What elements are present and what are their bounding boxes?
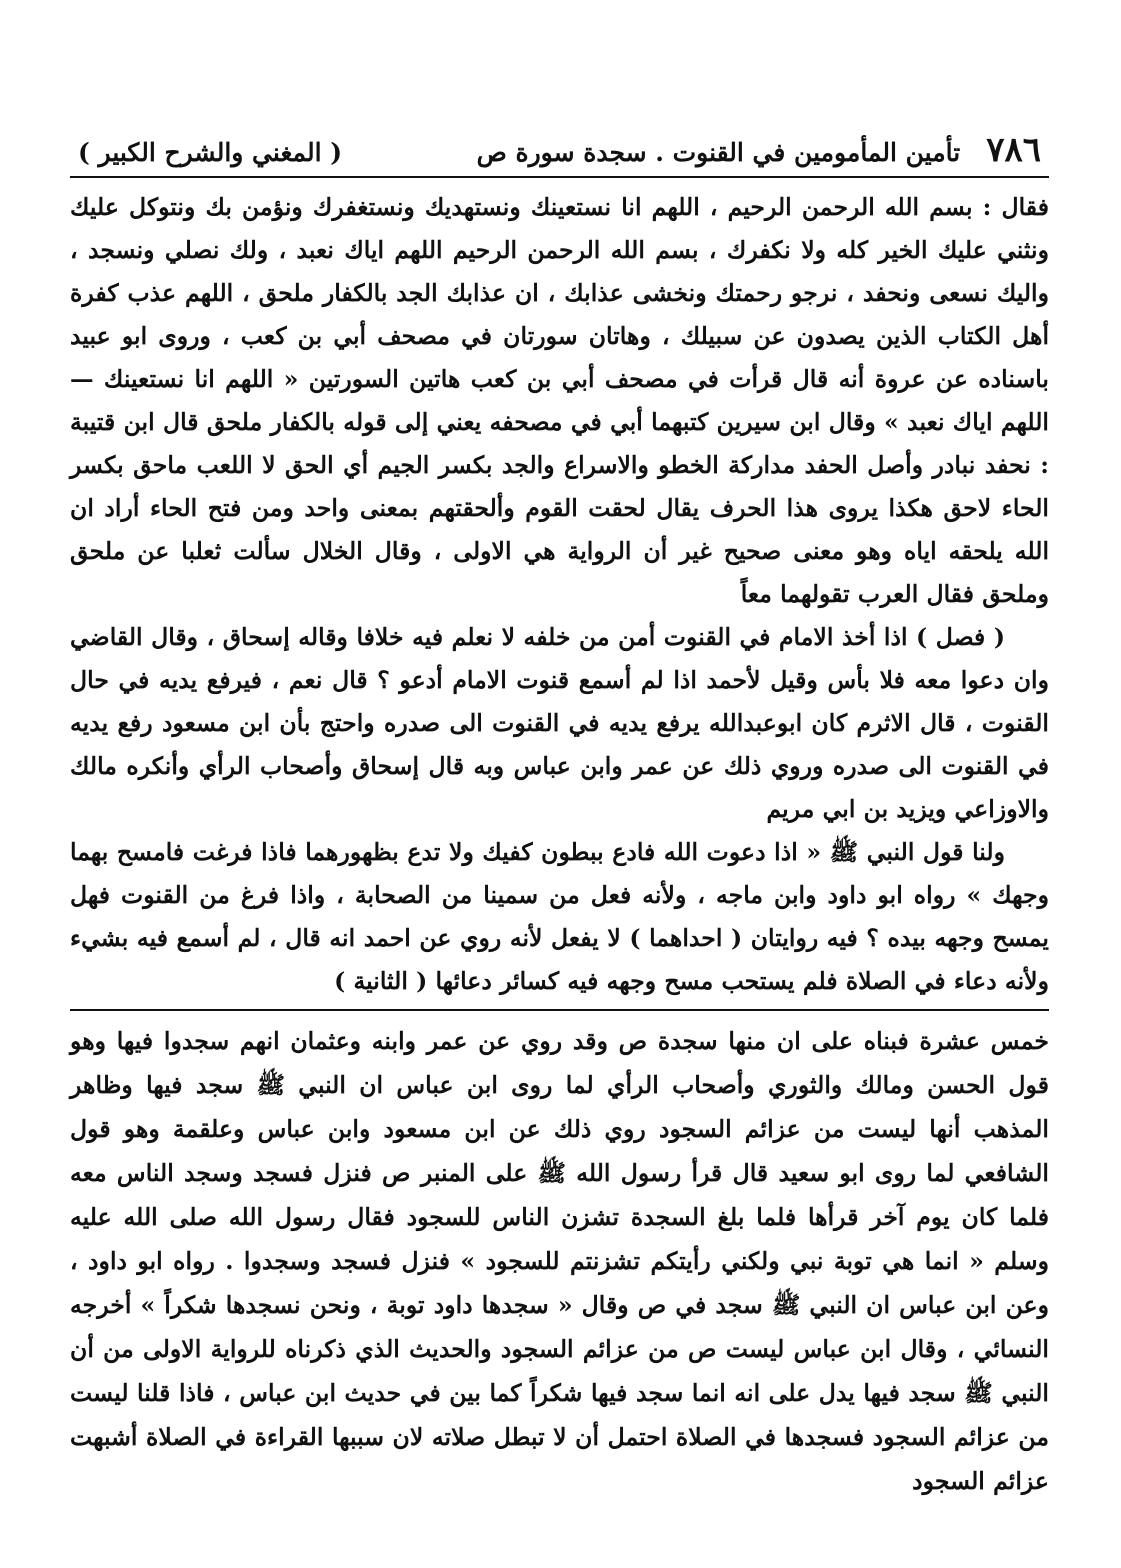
paragraph-fasl: ( فصل ) اذا أخذ الامام في القنوت أمن من خلفه لا نعلم فيه خلافا وقاله إسحاق ، وقال القاضي وان دعوا معه فلا بأس وقيل لأحمد اذا لم أسمع قنوت الامام أدعو ؟ قال نعم ، فيرفع يديه في حال القنوت ، قال الاثرم كان ابوعبدالله يرفع يديه في القنوت الى صدره واحتج بأن ابن مسعود رفع يديه في القنوت الى صدره وروي ذلك عن عمر وابن عباس وبه قال إسحاق وأصحاب الرأي وأنكره مالك والاوزاعي ويزيد بن ابي مريم [70,623,1049,823]
paragraph-sajdat-sad: خمس عشرة فبناه على ان منها سجدة ص وقد روي عن عمر وابنه وعثمان انهم سجدوا فيها وهو قول الحسن ومالك والثوري وأصحاب الرأي لما روى ابن عباس ان النبي ﷺ سجد فيها وظاهر المذهب أنها ليست من عزائم السجود روي ذلك عن ابن مسعود وابن عباس وعلقمة وهو قول الشافعي لما روى ابو سعيد قال قرأ رسول الله ﷺ على المنبر ص فنزل فسجد وسجد الناس معه فلما كان يوم آخر قرأها فلما بلغ السجدة تشزن الناس للسجود فقال رسول الله صلى الله عليه وسلم « انما هي توبة نبي ولكني رأيتكم تشزنتم للسجود » فنزل فسجد وسجدوا . رواه ابو داود ، وعن ابن عباس ان النبي ﷺ سجد في ص وقال « سجدها داود توبة ، ونحن نسجدها شكراً » أخرجه النسائي ، وقال ابن عباس ليست ص من عزائم السجود والحديث الذي ذكرناه للرواية الاولى من أن النبي ﷺ سجد فيها يدل على انه انما سجد فيها شكراً كما بين في حديث ابن عباس ، فاذا قلنا ليست من عزائم السجود فسجدها في الصلاة احتمل أن لا تبطل صلاته لان سببها القراءة في الصلاة أشبهت عزائم السجود [70,1027,1049,1495]
main-text [70,186,1049,1003]
page-number: ٧٨٦ [986,130,1041,170]
section-divider [70,1009,1049,1011]
commentary-text [70,1019,1049,1503]
paragraph-qunut-text: فقال : بسم الله الرحمن الرحيم ، اللهم انا نستعينك ونستهديك ونستغفرك ونؤمن بك ونتوكل عليك ونثني عليك الخير كله ولا نكفرك ، بسم الله الرحمن الرحيم اللهم اياك نعبد ، ولك نصلي ونسجد ، واليك نسعى ونحفد ، نرجو رحمتك ونخشى عذابك ، ان عذابك الجد بالكفار ملحق ، اللهم عذب كفرة أهل الكتاب الذين يصدون عن سبيلك ، وهاتان سورتان في مصحف أبي بن كعب ، وروى ابو عبيد باسناده عن عروة أنه قال قرأت في مصحف أبي بن كعب هاتين السورتين « اللهم انا نستعينك — اللهم اياك نعبد » وقال ابن سيرين كتبهما أبي في مصحفه يعني إلى قوله بالكفار ملحق قال ابن قتيبة : نحفد نبادر وأصل الحفد مداركة الخطو والاسراع والجد بكسر الجيم أي الحق لا اللعب ماحق بكسر الحاء لاحق هكذا يروى هذا الحرف يقال لحقت القوم وألحقتهم بمعنى واحد ومن فتح الحاء أراد ان الله يلحقه اياه وهو معنى صحيح غير أن الرواية هي الاولى ، وقال الخلال سألت ثعلبا عن ملحق وملحق فقال العرب تقولهما معاً [70,193,1049,608]
page-header [70,130,1049,178]
paragraph-walana: ولنا قول النبي ﷺ « اذا دعوت الله فادع ببطون كفيك ولا تدع بظهورهما فاذا فرغت فامسح بهما وجهك » رواه ابو داود وابن ماجه ، ولأنه فعل من سمينا من الصحابة ، واذا فرغ من القنوت فهل يمسح وجهه بيده ؟ فيه روايتان ( احداهما ) لا يفعل لأنه روي عن احمد انه قال ، لم أسمع فيه بشيء ولأنه دعاء في الصلاة فلم يستحب مسح وجهه فيه كسائر دعائها ( الثانية ) [70,838,1049,995]
running-title: تأمين المأمومين في القنوت . سجدة سورة ص [476,138,961,167]
book-title: ( المغني والشرح الكبير ) [78,138,343,167]
